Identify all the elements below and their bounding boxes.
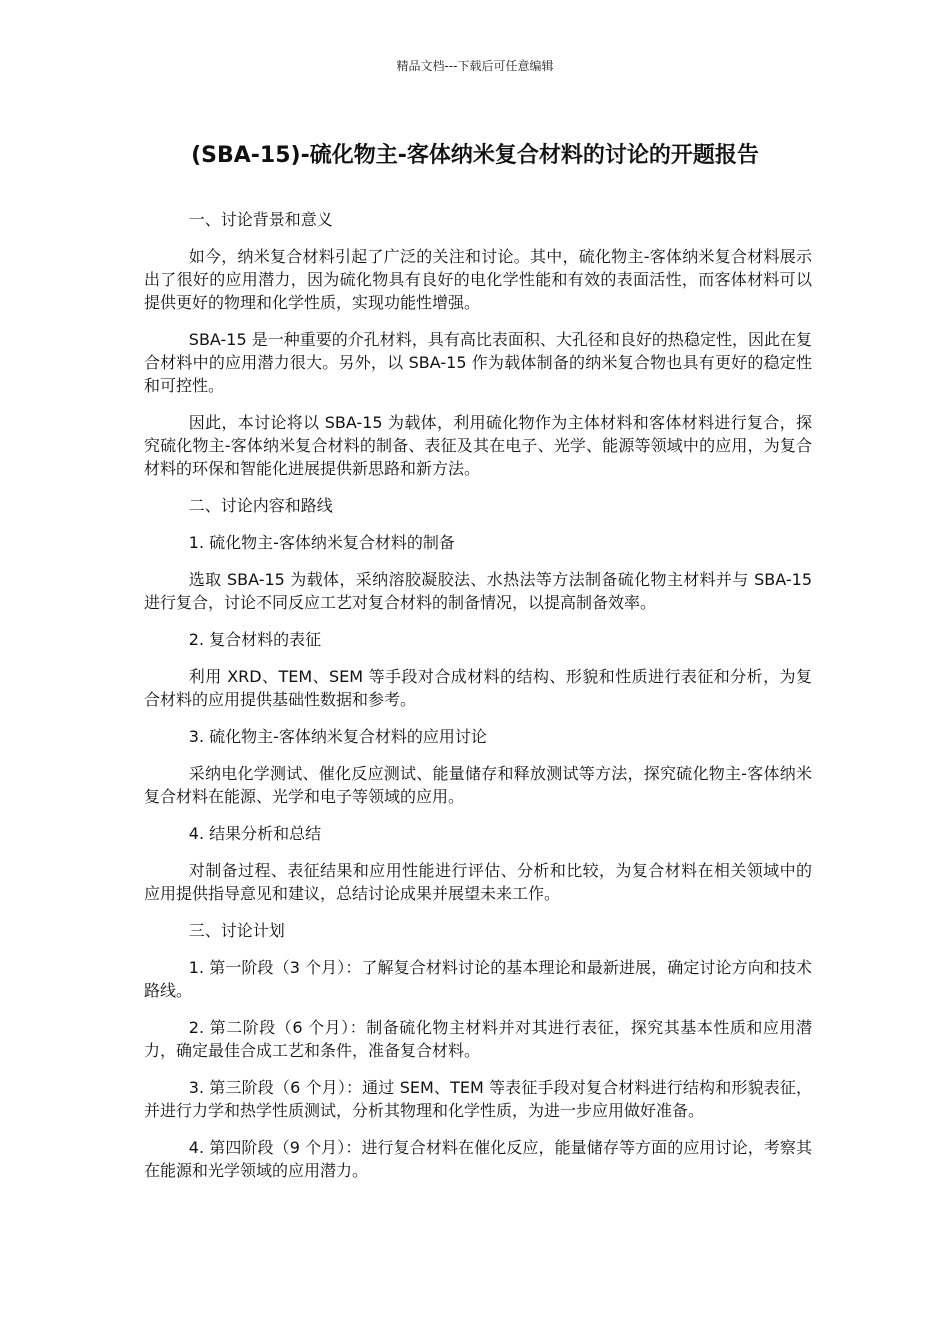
paragraph-background-1: 如今，纳米复合材料引起了广泛的关注和讨论。其中，硫化物主-客体纳米复合材料展示出了很好的应用潜力，因为硫化物具有良好的电化学性能和有效的表面活性，而客体材料可以提供更好的物理和化学性质，实现功能性增强。: [144, 247, 812, 312]
page-header-note: 精品文档---下载后可任意编辑: [396, 59, 554, 73]
document-body: [144, 208, 812, 1196]
subheading-preparation: 1. 硫化物主-客体纳米复合材料的制备: [188, 533, 455, 552]
document-title: (SBA-15)-硫化物主-客体纳米复合材料的讨论的开题报告: [191, 143, 759, 168]
subheading-characterization: 2. 复合材料的表征: [188, 630, 322, 649]
paragraph-plan-stage-4: 4. 第四阶段（9 个月）：进行复合材料在催化反应，能量储存等方面的应用讨论，考察其在能源和光学领域的应用潜力。: [144, 1138, 812, 1180]
paragraph-plan-stage-2: 2. 第二阶段（6 个月）：制备硫化物主材料并对其进行表征，探究其基本性质和应用潜力，确定最佳合成工艺和条件，准备复合材料。: [144, 1018, 812, 1060]
paragraph-background-2: SBA-15 是一种重要的介孔材料，具有高比表面积、大孔径和良好的热稳定性，因此在复合材料中的应用潜力很大。另外，以 SBA-15 作为载体制备的纳米复合物也具有更好的稳定性和可控性。: [144, 330, 812, 395]
paragraph-background-3: 因此，本讨论将以 SBA-15 为载体，利用硫化物作为主体材料和客体材料进行复合，探究硫化物主-客体纳米复合材料的制备、表征及其在电子、光学、能源等领域中的应用，为复合材料的环保和智能化进展提供新思路和新方法。: [144, 413, 812, 478]
paragraph-plan-stage-3: 3. 第三阶段（6 个月）：通过 SEM、TEM 等表征手段对复合材料进行结构和形貌表征，并进行力学和热学性质测试，分析其物理和化学性质，为进一步应用做好准备。: [144, 1078, 812, 1120]
section-heading-content: 二、讨论内容和路线: [188, 496, 333, 515]
section-heading-plan: 三、讨论计划: [188, 921, 285, 940]
paragraph-characterization: 利用 XRD、TEM、SEM 等手段对合成材料的结构、形貌和性质进行表征和分析，为复合材料的应用提供基础性数据和参考。: [144, 667, 812, 709]
paragraph-plan-stage-1: 1. 第一阶段（3 个月）：了解复合材料讨论的基本理论和最新进展，确定讨论方向和技术路线。: [144, 958, 812, 1000]
paragraph-analysis: 对制备过程、表征结果和应用性能进行评估、分析和比较，为复合材料在相关领域中的应用提供指导意见和建议，总结讨论成果并展望未来工作。: [144, 861, 812, 903]
subheading-analysis: 4. 结果分析和总结: [188, 824, 322, 843]
paragraph-preparation: 选取 SBA-15 为载体，采纳溶胶凝胶法、水热法等方法制备硫化物主材料并与 SBA-15 进行复合，讨论不同反应工艺对复合材料的制备情况，以提高制备效率。: [144, 570, 812, 612]
subheading-application: 3. 硫化物主-客体纳米复合材料的应用讨论: [188, 727, 487, 746]
paragraph-application: 采纳电化学测试、催化反应测试、能量储存和释放测试等方法，探究硫化物主-客体纳米复合材料在能源、光学和电子等领域的应用。: [144, 764, 812, 806]
section-heading-background: 一、讨论背景和意义: [188, 210, 333, 229]
